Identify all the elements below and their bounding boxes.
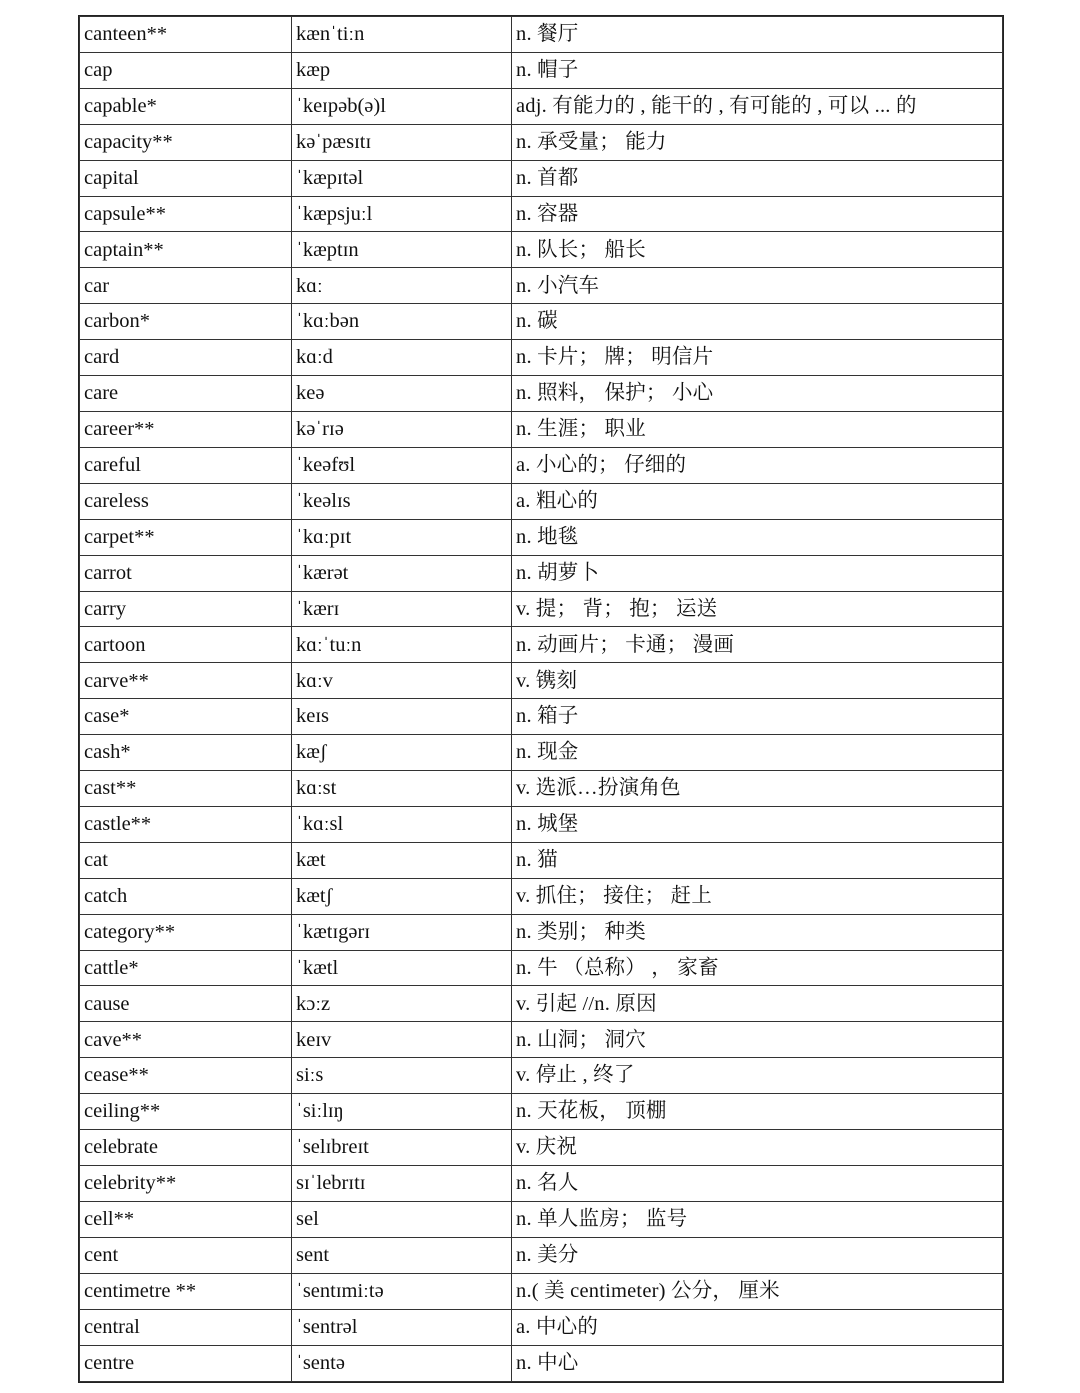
word-cell: category** xyxy=(80,914,292,950)
table-row xyxy=(80,160,1003,196)
table-row xyxy=(80,1130,1003,1166)
pronunciation-cell: ˈkætl xyxy=(292,950,512,986)
table-row xyxy=(80,627,1003,663)
word-cell: cattle* xyxy=(80,950,292,986)
meaning-cell: n. 猫 xyxy=(512,842,1003,878)
table-row xyxy=(80,483,1003,519)
table-row xyxy=(80,196,1003,232)
meaning-cell: v. 抓住； 接住； 赶上 xyxy=(512,878,1003,914)
meaning-cell: n. 承受量； 能力 xyxy=(512,124,1003,160)
table-row xyxy=(80,1166,1003,1202)
meaning-cell: n. 帽子 xyxy=(512,52,1003,88)
meaning-cell: v. 庆祝 xyxy=(512,1130,1003,1166)
table-row xyxy=(80,771,1003,807)
word-cell: central xyxy=(80,1309,292,1345)
meaning-cell: n. 碳 xyxy=(512,304,1003,340)
pronunciation-cell: kɑːst xyxy=(292,771,512,807)
word-cell: carpet** xyxy=(80,519,292,555)
meaning-cell: n. 首都 xyxy=(512,160,1003,196)
table-row xyxy=(80,52,1003,88)
table-row xyxy=(80,447,1003,483)
table-row xyxy=(80,842,1003,878)
pronunciation-cell: kæt xyxy=(292,842,512,878)
vocabulary-table xyxy=(79,16,1003,1382)
word-cell: capsule** xyxy=(80,196,292,232)
meaning-cell: v. 引起 //n. 原因 xyxy=(512,986,1003,1022)
word-cell: careful xyxy=(80,447,292,483)
pronunciation-cell: ˈkeəfʊl xyxy=(292,447,512,483)
table-row xyxy=(80,914,1003,950)
table-row xyxy=(80,1309,1003,1345)
word-cell: carrot xyxy=(80,555,292,591)
pronunciation-cell: ˈkætɪgərɪ xyxy=(292,914,512,950)
table-row xyxy=(80,88,1003,124)
word-cell: cease** xyxy=(80,1058,292,1094)
table-row xyxy=(80,376,1003,412)
pronunciation-cell: ˈkærət xyxy=(292,555,512,591)
pronunciation-cell: ˈkæpsjuːl xyxy=(292,196,512,232)
pronunciation-cell: sent xyxy=(292,1237,512,1273)
word-cell: centre xyxy=(80,1345,292,1381)
table-row xyxy=(80,304,1003,340)
word-cell: case* xyxy=(80,699,292,735)
table-row xyxy=(80,232,1003,268)
table-row xyxy=(80,411,1003,447)
pronunciation-cell: kɑːd xyxy=(292,340,512,376)
word-cell: carry xyxy=(80,591,292,627)
pronunciation-cell: kɑː xyxy=(292,268,512,304)
word-cell: cash* xyxy=(80,735,292,771)
word-cell: centimetre ** xyxy=(80,1273,292,1309)
meaning-cell: n. 小汽车 xyxy=(512,268,1003,304)
meaning-cell: v. 选派…扮演角色 xyxy=(512,771,1003,807)
pronunciation-cell: ˈkærɪ xyxy=(292,591,512,627)
meaning-cell: a. 中心的 xyxy=(512,1309,1003,1345)
pronunciation-cell: siːs xyxy=(292,1058,512,1094)
vocabulary-table-body xyxy=(80,17,1003,1382)
word-cell: celebrity** xyxy=(80,1166,292,1202)
pronunciation-cell: kɑːˈtuːn xyxy=(292,627,512,663)
meaning-cell: n. 类别； 种类 xyxy=(512,914,1003,950)
table-row xyxy=(80,1273,1003,1309)
pronunciation-cell: kəˈpæsɪtɪ xyxy=(292,124,512,160)
meaning-cell: n. 名人 xyxy=(512,1166,1003,1202)
meaning-cell: n. 美分 xyxy=(512,1237,1003,1273)
meaning-cell: n. 容器 xyxy=(512,196,1003,232)
pronunciation-cell: ˈkæptɪn xyxy=(292,232,512,268)
word-cell: ceiling** xyxy=(80,1094,292,1130)
table-row xyxy=(80,555,1003,591)
table-row xyxy=(80,1058,1003,1094)
table-row xyxy=(80,663,1003,699)
table-row xyxy=(80,591,1003,627)
word-cell: cent xyxy=(80,1237,292,1273)
table-row xyxy=(80,806,1003,842)
meaning-cell: n. 单人监房； 监号 xyxy=(512,1201,1003,1237)
table-row xyxy=(80,878,1003,914)
pronunciation-cell: ˈkeəlɪs xyxy=(292,483,512,519)
table-row xyxy=(80,340,1003,376)
pronunciation-cell: kəˈrɪə xyxy=(292,411,512,447)
pronunciation-cell: kɔːz xyxy=(292,986,512,1022)
table-row xyxy=(80,1201,1003,1237)
table-row xyxy=(80,1345,1003,1381)
table-row xyxy=(80,1237,1003,1273)
table-row xyxy=(80,1022,1003,1058)
word-cell: capable* xyxy=(80,88,292,124)
pronunciation-cell: kæp xyxy=(292,52,512,88)
word-cell: cap xyxy=(80,52,292,88)
word-cell: capacity** xyxy=(80,124,292,160)
pronunciation-cell: kænˈtiːn xyxy=(292,17,512,53)
meaning-cell: a. 粗心的 xyxy=(512,483,1003,519)
meaning-cell: n. 天花板， 顶棚 xyxy=(512,1094,1003,1130)
meaning-cell: n. 餐厅 xyxy=(512,17,1003,53)
pronunciation-cell: sɪˈlebrɪtɪ xyxy=(292,1166,512,1202)
table-row xyxy=(80,950,1003,986)
meaning-cell: adj. 有能力的 , 能干的 , 有可能的 , 可以 ... 的 xyxy=(512,88,1003,124)
table-row xyxy=(80,124,1003,160)
pronunciation-cell: ˈkɑːsl xyxy=(292,806,512,842)
table-row xyxy=(80,699,1003,735)
pronunciation-cell: kæʃ xyxy=(292,735,512,771)
meaning-cell: n. 卡片； 牌； 明信片 xyxy=(512,340,1003,376)
word-cell: cell** xyxy=(80,1201,292,1237)
pronunciation-cell: ˈkɑːpɪt xyxy=(292,519,512,555)
table-row xyxy=(80,17,1003,53)
table-row xyxy=(80,986,1003,1022)
pronunciation-cell: kɑːv xyxy=(292,663,512,699)
word-cell: carbon* xyxy=(80,304,292,340)
word-cell: career** xyxy=(80,411,292,447)
word-cell: castle** xyxy=(80,806,292,842)
table-row xyxy=(80,268,1003,304)
table-row xyxy=(80,735,1003,771)
word-cell: cat xyxy=(80,842,292,878)
table-row xyxy=(80,519,1003,555)
pronunciation-cell: keɪv xyxy=(292,1022,512,1058)
meaning-cell: n. 城堡 xyxy=(512,806,1003,842)
meaning-cell: n. 照料， 保护； 小心 xyxy=(512,376,1003,412)
meaning-cell: v. 提； 背； 抱； 运送 xyxy=(512,591,1003,627)
meaning-cell: n.( 美 centimeter) 公分， 厘米 xyxy=(512,1273,1003,1309)
pronunciation-cell: keə xyxy=(292,376,512,412)
pronunciation-cell: ˈsentrəl xyxy=(292,1309,512,1345)
meaning-cell: n. 山洞； 洞穴 xyxy=(512,1022,1003,1058)
meaning-cell: v. 镌刻 xyxy=(512,663,1003,699)
word-cell: carve** xyxy=(80,663,292,699)
word-cell: care xyxy=(80,376,292,412)
pronunciation-cell: ˈsiːlɪŋ xyxy=(292,1094,512,1130)
pronunciation-cell: ˈkɑːbən xyxy=(292,304,512,340)
pronunciation-cell: keɪs xyxy=(292,699,512,735)
word-cell: celebrate xyxy=(80,1130,292,1166)
word-cell: capital xyxy=(80,160,292,196)
meaning-cell: v. 停止 , 终了 xyxy=(512,1058,1003,1094)
pronunciation-cell: ˈsentɪmiːtə xyxy=(292,1273,512,1309)
pronunciation-cell: ˈkæpɪtəl xyxy=(292,160,512,196)
meaning-cell: n. 队长； 船长 xyxy=(512,232,1003,268)
word-cell: card xyxy=(80,340,292,376)
pronunciation-cell: kætʃ xyxy=(292,878,512,914)
pronunciation-cell: ˈselɪbreɪt xyxy=(292,1130,512,1166)
word-cell: catch xyxy=(80,878,292,914)
meaning-cell: a. 小心的； 仔细的 xyxy=(512,447,1003,483)
pronunciation-cell: ˈsentə xyxy=(292,1345,512,1381)
word-cell: cause xyxy=(80,986,292,1022)
pronunciation-cell: ˈkeɪpəb(ə)l xyxy=(292,88,512,124)
word-cell: canteen** xyxy=(80,17,292,53)
word-cell: captain** xyxy=(80,232,292,268)
meaning-cell: n. 牛 （总称） ， 家畜 xyxy=(512,950,1003,986)
table-row xyxy=(80,1094,1003,1130)
word-cell: careless xyxy=(80,483,292,519)
word-cell: cast** xyxy=(80,771,292,807)
meaning-cell: n. 现金 xyxy=(512,735,1003,771)
meaning-cell: n. 地毯 xyxy=(512,519,1003,555)
meaning-cell: n. 中心 xyxy=(512,1345,1003,1381)
vocabulary-sheet xyxy=(78,15,1004,1383)
word-cell: cartoon xyxy=(80,627,292,663)
pronunciation-cell: sel xyxy=(292,1201,512,1237)
meaning-cell: n. 生涯； 职业 xyxy=(512,411,1003,447)
meaning-cell: n. 动画片； 卡通； 漫画 xyxy=(512,627,1003,663)
meaning-cell: n. 箱子 xyxy=(512,699,1003,735)
word-cell: car xyxy=(80,268,292,304)
meaning-cell: n. 胡萝卜 xyxy=(512,555,1003,591)
word-cell: cave** xyxy=(80,1022,292,1058)
